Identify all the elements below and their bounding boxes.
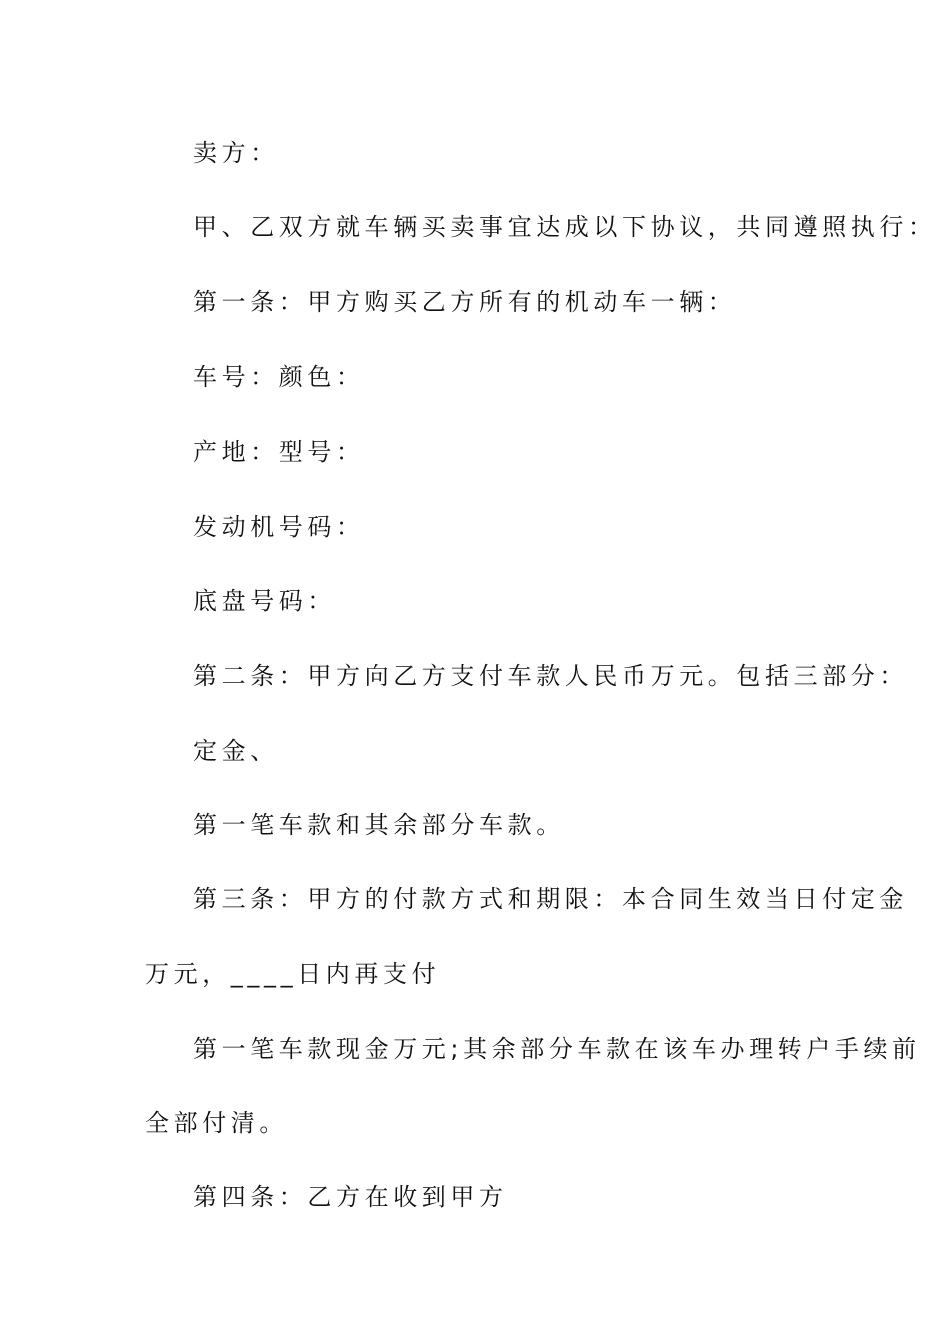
article-1-heading: 第一条：甲方购买乙方所有的机动车一辆： xyxy=(193,288,737,316)
payments-line: 第一笔车款和其余部分车款。 xyxy=(193,811,565,839)
article-4-heading: 第四条：乙方在收到甲方 xyxy=(193,1183,508,1211)
seller-line: 卖方： xyxy=(193,139,279,167)
plate-color-line: 车号：颜色： xyxy=(193,363,365,391)
first-payment-line: 第一笔车款现金万元;其余部分车款在该车办理转户手续前 xyxy=(193,1035,921,1063)
engine-number-line: 发动机号码： xyxy=(193,513,365,541)
deposit-line: 定金、 xyxy=(193,737,279,765)
article-2-heading: 第二条：甲方向乙方支付车款人民币万元。包括三部分： xyxy=(193,662,908,690)
article-3-continued: 万元，____日内再支付 xyxy=(145,960,441,988)
chassis-number-line: 底盘号码： xyxy=(193,587,336,615)
article-3-heading: 第三条：甲方的付款方式和期限：本合同生效当日付定金 xyxy=(193,885,908,913)
agreement-intro: 甲、乙双方就车辆买卖事宜达成以下协议，共同遵照执行： xyxy=(193,213,937,241)
payment-complete-line: 全部付清。 xyxy=(145,1109,288,1137)
origin-model-line: 产地：型号： xyxy=(193,438,365,466)
